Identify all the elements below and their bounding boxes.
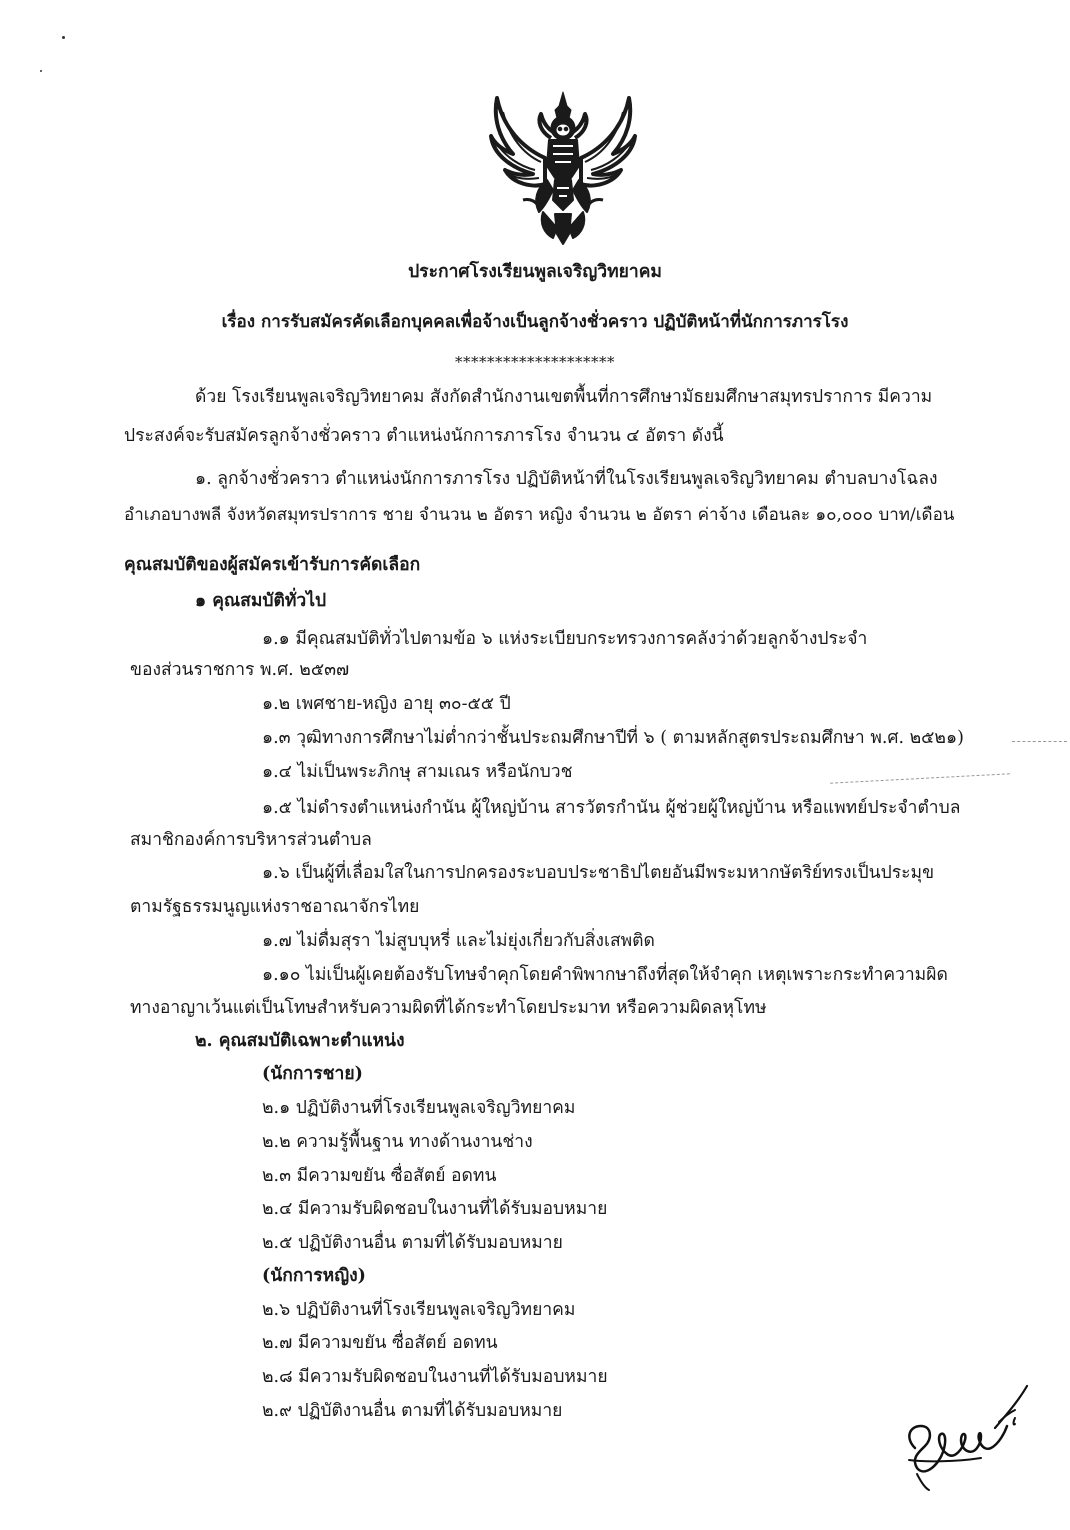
qual-1-10-line-1: ๑.๑๐ ไม่เป็นผู้เคยต้องรับโทษจำคุกโดยคำพิพากษาถึงที่สุดให้จำคุก เหตุเพราะกระทำความผิด: [262, 965, 948, 985]
qual-2-8: ๒.๘ มีความรับผิดชอบในงานที่ได้รับมอบหมาย: [262, 1367, 608, 1387]
qual-1-1-line-1: ๑.๑ มีคุณสมบัติทั่วไปตามข้อ ๖ แห่งระเบียบกระทรวงการคลังว่าด้วยลูกจ้างประจำ: [262, 629, 868, 649]
qual-1-4: ๑.๔ ไม่เป็นพระภิกษุ สามเณร หรือนักบวช: [262, 762, 573, 782]
qual-2-3: ๒.๓ มีความขยัน ซื่อสัตย์ อดทน: [262, 1166, 497, 1186]
item-1-line-1: ๑. ลูกจ้างชั่วคราว ตำแหน่งนักการภารโรง ปฏิบัติหน้าที่ในโรงเรียนพูลเจริญวิทยาคม ตำบลบางโฉลง: [195, 469, 938, 489]
scan-mark: [1012, 741, 1067, 742]
announcement-title: ประกาศโรงเรียนพูลเจริญวิทยาคม: [408, 262, 662, 282]
qual-1-7: ๑.๗ ไม่ดื่มสุรา ไม่สูบบุหรี่ และไม่ยุ่งเกี่ยวกับสิ่งเสพติด: [262, 931, 655, 951]
qual-2-4: ๒.๔ มีความรับผิดชอบในงานที่ได้รับมอบหมาย: [262, 1199, 608, 1219]
intro-line-1: ด้วย โรงเรียนพูลเจริญวิทยาคม สังกัดสำนักงานเขตพื้นที่การศึกษามัธยมศึกษาสมุทรปราการ มีความ: [195, 387, 933, 407]
qual-1-5-line-1: ๑.๕ ไม่ดำรงตำแหน่งกำนัน ผู้ใหญ่บ้าน สารวัตรกำนัน ผู้ช่วยผู้ใหญ่บ้าน หรือแพทย์ประจำตำบล: [262, 798, 961, 818]
intro-line-2: ประสงค์จะรับสมัครลูกจ้างชั่วคราว ตำแหน่งนักการภารโรง จำนวน ๔ อัตรา ดังนี้: [124, 426, 724, 446]
scan-mark: [830, 773, 1010, 783]
qual-1-2: ๑.๒ เพศชาย-หญิง อายุ ๓๐-๕๕ ปี: [262, 694, 511, 714]
qual-2-7: ๒.๗ มีความขยัน ซื่อสัตย์ อดทน: [262, 1333, 498, 1353]
scan-speck: [40, 70, 42, 72]
male-janitor-heading: (นักการชาย): [262, 1064, 363, 1084]
qual-2-5: ๒.๕ ปฏิบัติงานอื่น ตามที่ได้รับมอบหมาย: [262, 1233, 563, 1253]
qual-1-1-line-2: ของส่วนราชการ พ.ศ. ๒๕๓๗: [130, 660, 350, 680]
qual-1-10-line-2: ทางอาญาเว้นแต่เป็นโทษสำหรับความผิดที่ได้กระทำโดยประมาท หรือความผิดลหุโทษ: [130, 998, 767, 1018]
general-qualifications-heading: ๑ คุณสมบัติทั่วไป: [195, 591, 327, 611]
scan-speck: [62, 36, 65, 39]
qual-1-5-line-2: สมาชิกองค์การบริหารส่วนตำบล: [130, 830, 372, 850]
qual-2-6: ๒.๖ ปฏิบัติงานที่โรงเรียนพูลเจริญวิทยาคม: [262, 1300, 576, 1320]
qualifications-heading: คุณสมบัติของผู้สมัครเข้ารับการคัดเลือก: [124, 555, 421, 575]
qual-2-1: ๒.๑ ปฏิบัติงานที่โรงเรียนพูลเจริญวิทยาคม: [262, 1098, 576, 1118]
specific-qualifications-heading: ๒. คุณสมบัติเฉพาะตำแหน่ง: [195, 1031, 405, 1051]
separator-stars: ********************: [455, 353, 615, 371]
qual-1-3: ๑.๓ วุฒิทางการศึกษาไม่ต่ำกว่าชั้นประถมศึกษาปีที่ ๖ ( ตามหลักสูตรประถมศึกษา พ.ศ. ๒๕๒๑): [262, 728, 964, 748]
qual-1-6-line-2: ตามรัฐธรรมนูญแห่งราชอาณาจักรไทย: [130, 897, 420, 917]
item-1-line-2: อำเภอบางพลี จังหวัดสมุทรปราการ ชาย จำนวน ๒ อัตรา หญิง จำนวน ๒ อัตรา ค่าจ้าง เดือนละ ๑๐,๐๐๐ บาท/เดือน: [124, 505, 955, 525]
qual-2-9: ๒.๙ ปฏิบัติงานอื่น ตามที่ได้รับมอบหมาย: [262, 1401, 563, 1421]
garuda-emblem-icon: [483, 88, 643, 248]
signature-initials: [895, 1378, 1045, 1498]
announcement-subject: เรื่อง การรับสมัครคัดเลือกบุคคลเพื่อจ้างเป็นลูกจ้างชั่วคราว ปฏิบัติหน้าที่นักการภารโรง: [221, 312, 849, 332]
qual-1-6-line-1: ๑.๖ เป็นผู้ที่เลื่อมใสในการปกครองระบอบประชาธิปไตยอันมีพระมหากษัตริย์ทรงเป็นประมุข: [262, 863, 935, 883]
qual-2-2: ๒.๒ ความรู้พื้นฐาน ทางด้านงานช่าง: [262, 1132, 533, 1152]
female-janitor-heading: (นักการหญิง): [262, 1266, 366, 1286]
